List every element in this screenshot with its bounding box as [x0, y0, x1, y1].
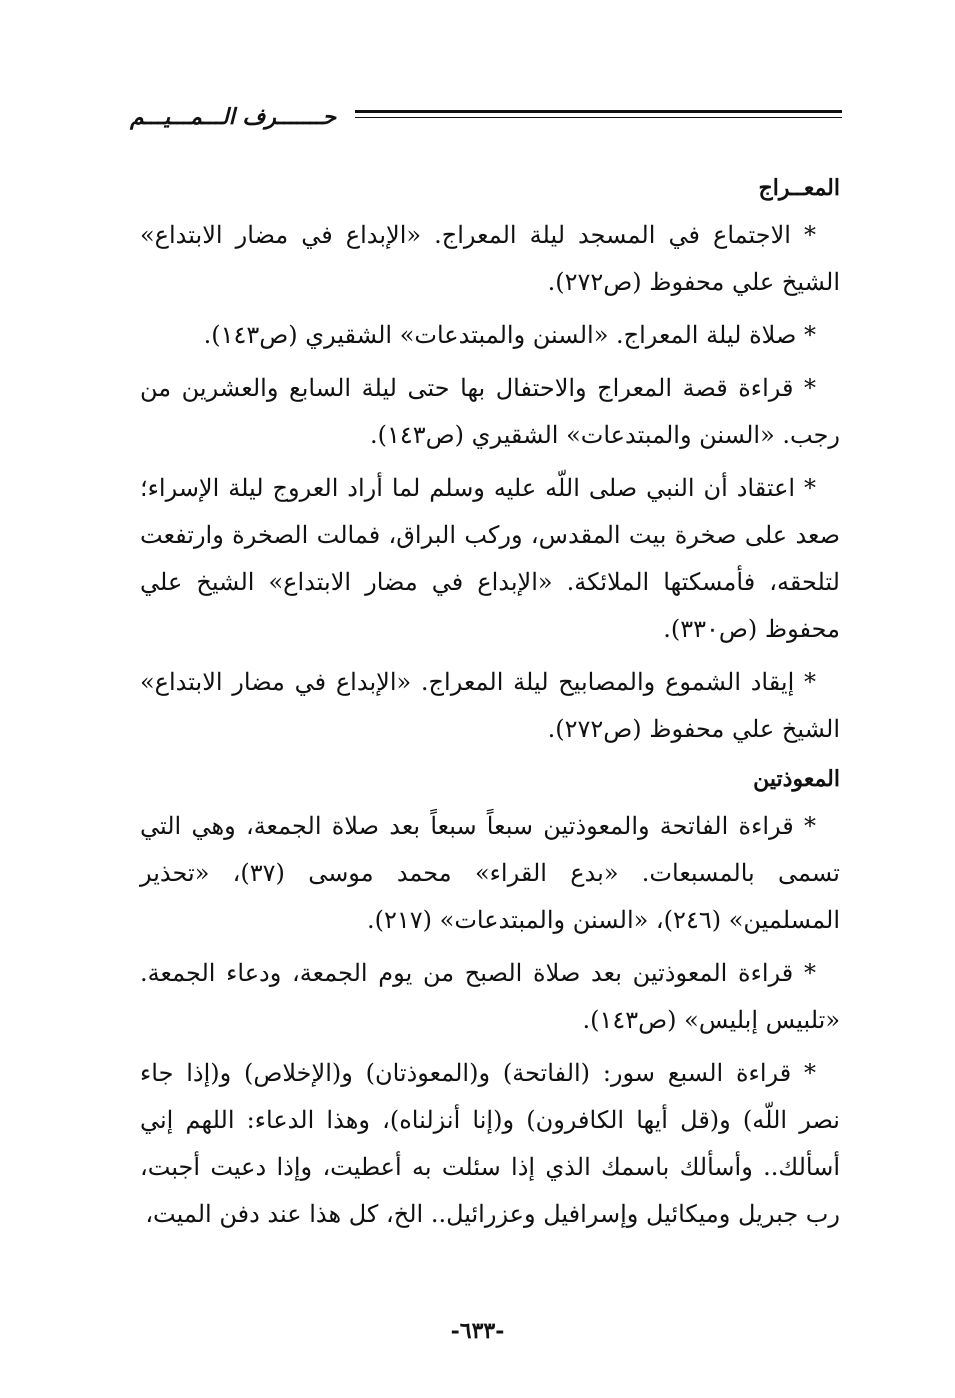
list-item	[140, 659, 840, 753]
paragraph-text: * قراءة المعوذتين بعد صلاة الصبح من يوم الجمعة، ودعاء الجمعة. «تلبيس إبليس» (ص١٤٣).	[140, 959, 840, 1034]
paragraph-text: * قراءة الفاتحة والمعوذتين سبعاً سبعاً بعد صلاة الجمعة، وهي التي تسمى بالمسبعات. «بدع القراء» محمد موسى (٣٧)، «تحذير المسلمين» (٢٤٦)، «السنن والمبتدعات» (٢١٧).	[140, 812, 840, 934]
paragraph-text: * الاجتماع في المسجد ليلة المعراج. «الإبداع في مضار الابتداع» الشيخ علي محفوظ (ص٢٧٢).	[140, 221, 840, 296]
list-item	[140, 212, 840, 306]
list-item	[140, 950, 840, 1044]
page-number: -٦٣٣-	[450, 1318, 505, 1344]
list-item	[140, 803, 840, 944]
header-rule-thin	[355, 117, 842, 118]
section-heading-miraj: المعــراج	[758, 175, 840, 201]
section-heading-muawwidhatayn: المعوذتين	[753, 766, 840, 792]
list-item	[140, 365, 840, 459]
paragraph-text: * قراءة قصة المعراج والاحتفال بها حتى ليلة السابع والعشرين من رجب. «السنن والمبتدعات» الشقيري (ص١٤٣).	[140, 374, 840, 449]
page-header	[130, 100, 842, 140]
paragraph-text: * صلاة ليلة المعراج. «السنن والمبتدعات» الشقيري (ص١٤٣).	[203, 321, 816, 349]
header-rule	[355, 110, 842, 118]
paragraph-text: * قراءة السبع سور: (الفاتحة) و(المعوذتان) و(الإخلاص) و(إذا جاء نصر اللّه) و(قل أيها الكافرون) و(إنا أنزلناه)، وهذا الدعاء: اللهم إني أسألك.. وأسألك باسمك الذي إذا سئلت به أعطيت، وإذا دعيت أجبت، رب جبريل وميكائيل وإسرافيل وعزرائيل.. الخ، كل هذا عند دفن الميت،	[140, 1059, 840, 1228]
page-body	[140, 168, 840, 1244]
chapter-title: حـــــــرف الـــمـــيـــم	[130, 104, 337, 130]
list-item	[140, 1050, 840, 1238]
paragraph-text: * اعتقاد أن النبي صلى اللّه عليه وسلم لما أراد العروج ليلة الإسراء؛ صعد على صخرة بيت المقدس، وركب البراق، فمالت الصخرة وارتفعت لتلحقه، فأمسكتها الملائكة. «الإبداع في مضار الابتداع» الشيخ علي محفوظ (ص٣٣٠).	[140, 474, 840, 643]
list-item	[140, 312, 840, 359]
header-rule-thick	[355, 110, 842, 113]
list-item	[140, 465, 840, 653]
paragraph-text: * إيقاد الشموع والمصابيح ليلة المعراج. «الإبداع في مضار الابتداع» الشيخ علي محفوظ (ص٢٧٢).	[140, 668, 840, 743]
